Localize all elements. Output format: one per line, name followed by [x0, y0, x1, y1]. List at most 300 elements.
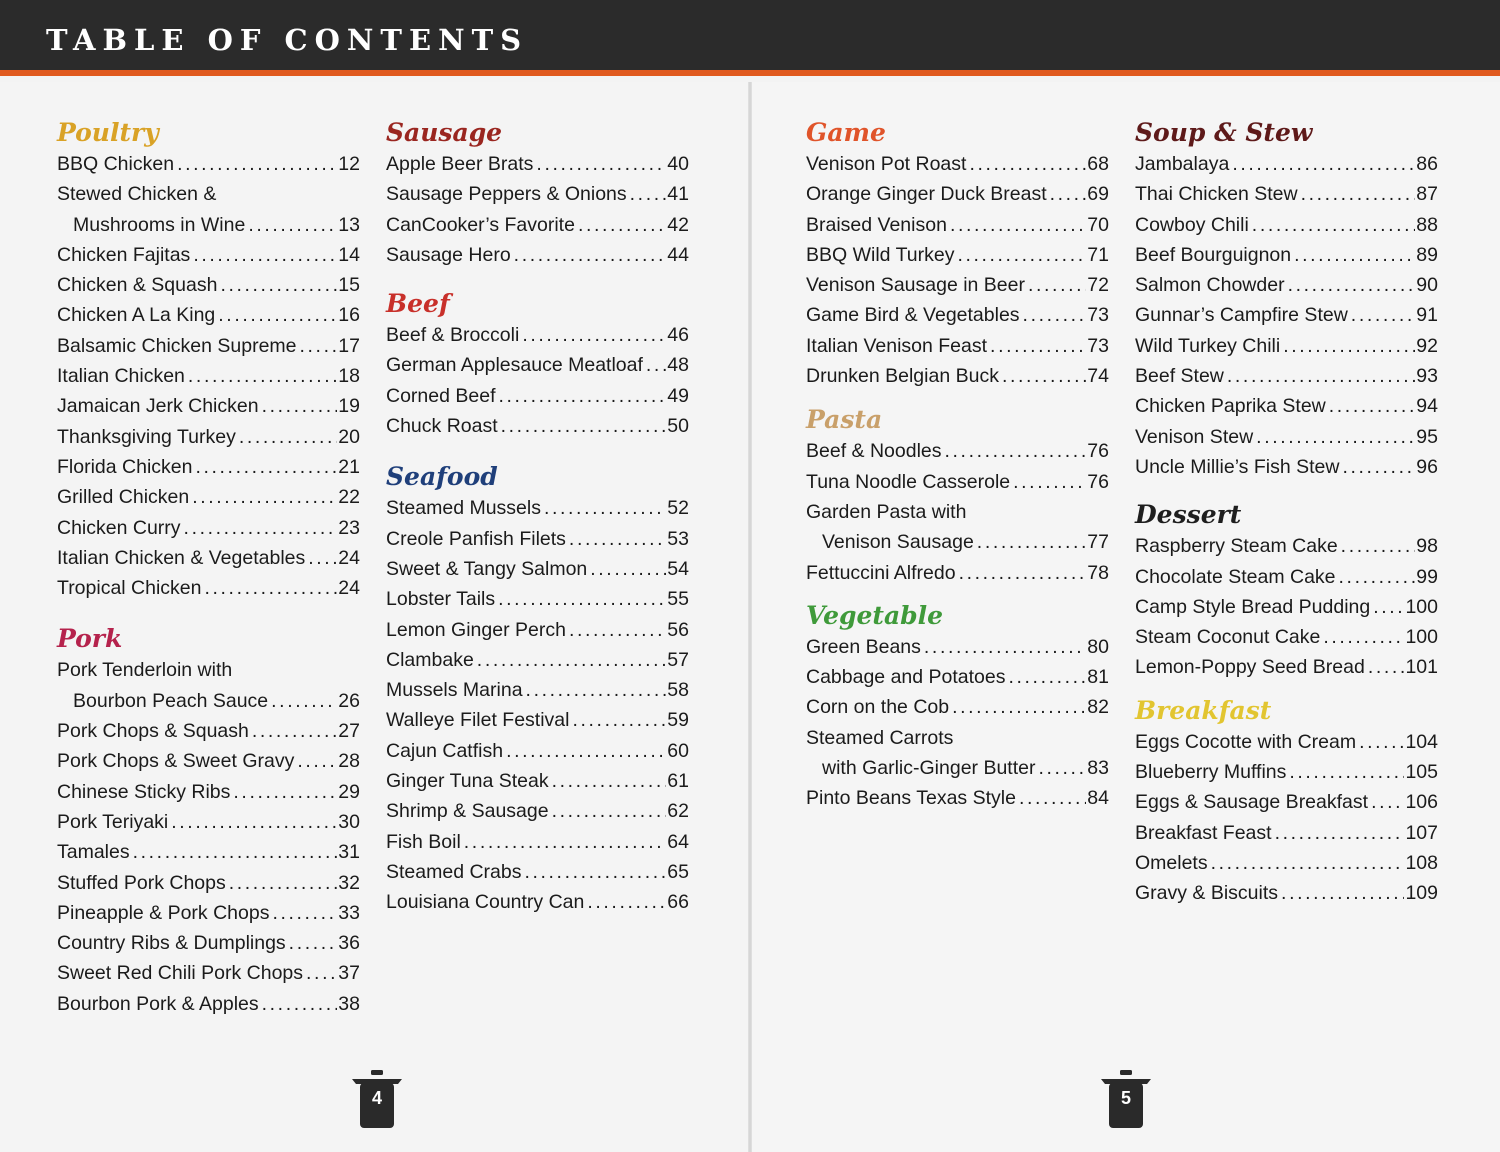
recipe-title: Green Beans	[806, 635, 921, 658]
toc-entry	[57, 543, 360, 573]
toc-section	[806, 600, 1109, 814]
recipe-title: Beef & Broccoli	[386, 324, 520, 347]
dot-leader	[133, 837, 338, 867]
recipe-title: Italian Venison Feast	[806, 334, 988, 357]
recipe-title: Pork Teriyaki	[57, 810, 169, 833]
recipe-title: Sweet & Tangy Salmon	[386, 557, 588, 580]
toc-entry	[57, 837, 360, 867]
recipe-title: Jamaican Jerk Chicken	[57, 395, 259, 418]
page-ref: 46	[667, 324, 689, 347]
toc-entry	[57, 179, 360, 209]
dot-leader	[1002, 361, 1086, 391]
page-ref: 105	[1405, 761, 1438, 784]
recipe-title: Steamed Mussels	[386, 497, 541, 520]
toc-entry	[806, 558, 1109, 588]
toc-entry	[806, 527, 1109, 557]
dot-leader	[289, 928, 338, 958]
toc-entry	[806, 361, 1109, 391]
toc-entry	[386, 736, 689, 766]
page-ref: 31	[338, 841, 360, 864]
header-bar	[0, 0, 1500, 76]
dot-leader	[233, 777, 337, 807]
recipe-title: Ginger Tuna Steak	[386, 770, 549, 793]
recipe-title: Tamales	[57, 841, 130, 864]
toc-entry	[1135, 179, 1438, 209]
dot-leader	[252, 716, 337, 746]
page-ref: 77	[1087, 531, 1109, 554]
toc-entry	[386, 411, 689, 441]
toc-entry	[57, 331, 360, 361]
page-ref: 100	[1405, 626, 1438, 649]
page-ref: 93	[1416, 365, 1438, 388]
recipe-title: Cajun Catfish	[386, 739, 504, 762]
page-ref: 60	[667, 739, 689, 762]
page-ref: 78	[1087, 561, 1109, 584]
toc-entry	[806, 300, 1109, 330]
dot-leader	[630, 179, 667, 209]
recipe-title: Fettuccini Alfredo	[806, 561, 956, 584]
recipe-title: Louisiana Country Can	[386, 891, 585, 914]
recipe-title: BBQ Wild Turkey	[806, 243, 955, 266]
dot-leader	[262, 989, 338, 1019]
toc-section	[1135, 499, 1438, 682]
recipe-title: Chicken Fajitas	[57, 243, 191, 266]
toc-entry	[806, 331, 1109, 361]
toc-section	[386, 288, 689, 441]
page-ref: 58	[667, 679, 689, 702]
page-ref: 15	[338, 274, 360, 297]
toc-entry	[1135, 452, 1438, 482]
recipe-title: Uncle Millie’s Fish Stew	[1135, 455, 1340, 478]
page-ref: 72	[1087, 274, 1109, 297]
page-ref: 18	[338, 365, 360, 388]
dot-leader	[578, 210, 666, 240]
recipe-title: Chicken A La King	[57, 304, 216, 327]
page-ref: 48	[667, 354, 689, 377]
toc-entry	[386, 381, 689, 411]
page-ref: 54	[667, 557, 689, 580]
page-ref: 88	[1416, 213, 1438, 236]
toc-entry	[386, 554, 689, 584]
recipe-title: Salmon Chowder	[1135, 274, 1285, 297]
dot-leader	[464, 827, 667, 857]
recipe-title: Country Ribs & Dumplings	[57, 932, 286, 955]
dot-leader	[239, 422, 337, 452]
recipe-title: Sweet Red Chili Pork Chops	[57, 962, 304, 985]
recipe-title: Cowboy Chili	[1135, 213, 1249, 236]
toc-entry	[806, 436, 1109, 466]
toc-section	[386, 117, 689, 270]
section-heading: Pork	[57, 624, 123, 654]
page-ref: 94	[1416, 395, 1438, 418]
toc-section	[57, 623, 360, 1019]
recipe-title: Florida Chicken	[57, 455, 193, 478]
page-number-text: 5	[1120, 1088, 1131, 1108]
dot-leader	[945, 436, 1087, 466]
page-ref: 14	[338, 243, 360, 266]
dot-leader	[271, 686, 337, 716]
dot-leader	[218, 300, 337, 330]
toc-entry	[806, 753, 1109, 783]
dot-leader	[1252, 210, 1416, 240]
toc-entry	[57, 240, 360, 270]
recipe-title: Beef Stew	[1135, 365, 1224, 388]
page-ref: 69	[1087, 183, 1109, 206]
recipe-title: Lemon Ginger Perch	[386, 618, 566, 641]
dot-leader	[524, 857, 666, 887]
page-ref: 71	[1087, 243, 1109, 266]
dot-leader	[1341, 531, 1416, 561]
page-ref: 70	[1087, 213, 1109, 236]
toc-entry	[806, 149, 1109, 179]
toc-entry	[806, 240, 1109, 270]
recipe-title: Tuna Noodle Casserole	[806, 470, 1011, 493]
dot-leader	[205, 573, 338, 603]
page-ref: 44	[667, 243, 689, 266]
dot-leader	[1329, 391, 1416, 421]
recipe-title: Mussels Marina	[386, 679, 523, 702]
page-ref: 91	[1416, 304, 1438, 327]
page-number-right	[1099, 1070, 1153, 1130]
dot-leader	[1368, 652, 1405, 682]
toc-entry	[806, 467, 1109, 497]
toc-entry	[1135, 878, 1438, 908]
recipe-title: German Applesauce Meatloaf	[386, 354, 643, 377]
page-ref: 68	[1087, 153, 1109, 175]
toc-entry	[57, 149, 360, 179]
dot-leader	[262, 391, 338, 421]
dot-leader	[193, 240, 337, 270]
toc-entry	[1135, 622, 1438, 652]
toc-section	[806, 117, 1109, 391]
toc-entry	[386, 887, 689, 917]
recipe-title: Game Bird & Vegetables	[806, 304, 1020, 327]
page-ref: 32	[338, 871, 360, 894]
recipe-title: Lemon-Poppy Seed Bread	[1135, 656, 1365, 679]
recipe-title: Wild Turkey Chili	[1135, 334, 1281, 357]
recipe-title: Venison Pot Roast	[806, 153, 967, 175]
dot-leader	[1283, 331, 1415, 361]
recipe-title: Garden Pasta with	[806, 500, 967, 523]
toc-entry	[806, 783, 1109, 813]
toc-section	[1135, 695, 1438, 909]
recipe-title: Thai Chicken Stew	[1135, 183, 1298, 206]
page-ref: 80	[1087, 635, 1109, 658]
recipe-title: Shrimp & Sausage	[386, 800, 549, 823]
recipe-title: Chuck Roast	[386, 415, 498, 438]
toc-entry	[57, 482, 360, 512]
dot-leader	[587, 887, 666, 917]
section-heading: Poultry	[57, 118, 159, 147]
dot-leader	[1019, 783, 1086, 813]
page-ref: 73	[1087, 334, 1109, 357]
page-ref: 84	[1087, 787, 1109, 810]
dot-leader	[195, 452, 337, 482]
recipe-title: Fish Boil	[386, 830, 461, 853]
toc-entry	[1135, 531, 1438, 561]
dot-leader	[506, 736, 666, 766]
toc-entry	[1135, 331, 1438, 361]
page-ref: 99	[1416, 565, 1438, 588]
toc-entry	[1135, 361, 1438, 391]
page-ref: 89	[1416, 243, 1438, 266]
page-ref: 37	[338, 962, 360, 985]
toc-entry	[386, 675, 689, 705]
page-ref: 87	[1416, 183, 1438, 206]
page-ref: 108	[1405, 851, 1438, 874]
dot-leader	[1371, 787, 1404, 817]
recipe-title: Eggs & Sausage Breakfast	[1135, 791, 1369, 814]
page-ref: 66	[667, 891, 689, 914]
toc-entry	[386, 210, 689, 240]
toc-entry	[57, 655, 360, 685]
toc-column-4	[1135, 117, 1438, 909]
toc-entry	[386, 240, 689, 270]
recipe-title: Steamed Carrots	[806, 726, 954, 749]
dot-leader	[306, 958, 337, 988]
section-heading: Pasta	[806, 405, 883, 435]
page-ref: 74	[1087, 365, 1109, 388]
toc-column-3	[806, 117, 1109, 814]
recipe-title: Gravy & Biscuits	[1135, 882, 1279, 905]
toc-entry	[1135, 391, 1438, 421]
dot-leader	[1359, 727, 1404, 757]
toc-column-1	[57, 117, 360, 1019]
recipe-title: Camp Style Bread Pudding	[1135, 595, 1371, 618]
dot-leader	[957, 240, 1086, 270]
page-ref: 13	[338, 213, 360, 236]
dot-leader	[171, 807, 337, 837]
dot-leader	[536, 149, 666, 179]
dot-leader	[1256, 422, 1415, 452]
toc-entry	[1135, 592, 1438, 622]
recipe-title: Bourbon Peach Sauce	[73, 689, 269, 712]
recipe-title: Walleye Filet Festival	[386, 709, 570, 732]
recipe-title: Creole Panfish Filets	[386, 527, 566, 550]
page-ref: 42	[667, 213, 689, 236]
dot-leader	[272, 898, 337, 928]
toc-entry	[386, 493, 689, 523]
recipe-title: Apple Beer Brats	[386, 153, 534, 175]
page-ref: 50	[667, 415, 689, 438]
dot-leader	[1373, 592, 1404, 622]
toc-entry	[386, 149, 689, 179]
toc-entry	[57, 958, 360, 988]
dot-leader	[308, 543, 337, 573]
toc-entry	[386, 615, 689, 645]
section-heading: Vegetable	[806, 600, 944, 630]
page-ref: 98	[1416, 535, 1438, 558]
recipe-title: Chicken & Squash	[57, 274, 218, 297]
dot-leader	[569, 524, 666, 554]
toc-entry	[806, 270, 1109, 300]
toc-entry	[386, 705, 689, 735]
page-number-left	[350, 1070, 404, 1130]
page-ref: 100	[1405, 595, 1438, 618]
dot-leader	[501, 411, 667, 441]
page-ref: 57	[667, 648, 689, 671]
toc-entry	[57, 746, 360, 776]
toc-entry	[386, 766, 689, 796]
dot-leader	[498, 584, 666, 614]
dot-leader	[248, 210, 337, 240]
page-ref: 106	[1405, 791, 1438, 814]
recipe-title: Venison Stew	[1135, 425, 1254, 448]
page-ref: 52	[667, 497, 689, 520]
dot-leader	[229, 868, 338, 898]
toc-entry	[386, 857, 689, 887]
page-ref: 24	[338, 577, 360, 600]
page-ref: 36	[338, 932, 360, 955]
recipe-title: Corn on the Cob	[806, 696, 950, 719]
dot-leader	[959, 558, 1087, 588]
recipe-title: Mushrooms in Wine	[73, 213, 246, 236]
recipe-title: Orange Ginger Duck Breast	[806, 183, 1047, 206]
page-ref: 107	[1405, 821, 1438, 844]
dot-leader	[590, 554, 666, 584]
page-ref: 30	[338, 810, 360, 833]
page-ref: 64	[667, 830, 689, 853]
page-ref: 62	[667, 800, 689, 823]
toc-entry	[806, 179, 1109, 209]
dot-leader	[1289, 757, 1404, 787]
dot-leader	[514, 240, 667, 270]
toc-section	[386, 461, 689, 917]
recipe-title: Chicken Paprika Stew	[1135, 395, 1326, 418]
page-number-text: 4	[371, 1088, 382, 1108]
recipe-title: Steam Coconut Cake	[1135, 626, 1321, 649]
page-ref: 23	[338, 516, 360, 539]
toc-entry	[1135, 652, 1438, 682]
dot-leader	[1294, 240, 1415, 270]
page-ref: 33	[338, 901, 360, 924]
recipe-title: Chicken Curry	[57, 516, 181, 539]
recipe-title: CanCooker’s Favorite	[386, 213, 575, 236]
dot-leader	[1227, 361, 1415, 391]
page-ref: 49	[667, 384, 689, 407]
toc-entry	[57, 422, 360, 452]
toc-entry	[57, 573, 360, 603]
page-ref: 109	[1405, 882, 1438, 905]
recipe-title: Gunnar’s Campfire Stew	[1135, 304, 1348, 327]
page-ref: 29	[338, 780, 360, 803]
toc-entry	[1135, 727, 1438, 757]
page-ref: 104	[1405, 730, 1438, 753]
recipe-title: Cabbage and Potatoes	[806, 666, 1006, 689]
dot-leader	[552, 796, 667, 826]
toc-entry	[806, 497, 1109, 527]
section-heading: Dessert	[1135, 500, 1242, 530]
recipe-title: with Garlic-Ginger Butter	[822, 757, 1036, 780]
page-ref: 16	[338, 304, 360, 327]
dot-leader	[1023, 300, 1087, 330]
dot-leader	[1013, 467, 1086, 497]
dot-leader	[1275, 818, 1405, 848]
dot-leader	[1038, 753, 1086, 783]
dot-leader	[1351, 300, 1416, 330]
toc-entry	[57, 300, 360, 330]
toc-entry	[1135, 240, 1438, 270]
toc-entry	[386, 350, 689, 380]
dot-leader	[552, 766, 667, 796]
dot-leader	[990, 331, 1086, 361]
dot-leader	[184, 513, 338, 543]
dot-leader	[1232, 149, 1415, 179]
recipe-title: Pork Tenderloin with	[57, 659, 233, 682]
toc-entry	[57, 686, 360, 716]
toc-section	[1135, 117, 1438, 482]
toc-entry	[57, 716, 360, 746]
toc-entry	[386, 584, 689, 614]
recipe-title: Sausage Hero	[386, 243, 511, 266]
toc-entry	[1135, 848, 1438, 878]
dot-leader	[1342, 452, 1415, 482]
page-ref: 82	[1087, 696, 1109, 719]
page-ref: 56	[667, 618, 689, 641]
toc-entry	[1135, 300, 1438, 330]
page-ref: 86	[1416, 153, 1438, 175]
dot-leader	[297, 746, 337, 776]
toc-entry	[386, 320, 689, 350]
dot-leader	[477, 645, 667, 675]
recipe-title: Grilled Chicken	[57, 486, 190, 509]
toc-entry	[386, 796, 689, 826]
recipe-title: Thanksgiving Turkey	[57, 425, 236, 448]
page-ref: 73	[1087, 304, 1109, 327]
page-ref: 81	[1087, 666, 1109, 689]
dot-leader	[192, 482, 337, 512]
dot-leader	[177, 149, 337, 179]
recipe-title: Pork Chops & Squash	[57, 720, 249, 743]
section-heading: Sausage	[386, 118, 503, 147]
dot-leader	[952, 692, 1086, 722]
toc-entry	[1135, 270, 1438, 300]
dot-leader	[188, 361, 337, 391]
toc-entry	[57, 777, 360, 807]
page-ref: 101	[1405, 656, 1438, 679]
toc-entry	[57, 270, 360, 300]
recipe-title: Eggs Cocotte with Cream	[1135, 730, 1357, 753]
page-ref: 22	[338, 486, 360, 509]
toc-entry	[57, 928, 360, 958]
recipe-title: Jambalaya	[1135, 153, 1230, 175]
toc-entry	[386, 827, 689, 857]
toc-entry	[1135, 562, 1438, 592]
recipe-title: Sausage Peppers & Onions	[386, 183, 627, 206]
toc-entry	[57, 391, 360, 421]
dot-leader	[1301, 179, 1416, 209]
toc-section	[806, 404, 1109, 587]
recipe-title: Beef & Noodles	[806, 440, 942, 463]
dot-leader	[1009, 662, 1087, 692]
page-ref: 76	[1087, 470, 1109, 493]
dot-leader	[544, 493, 666, 523]
page-ref: 53	[667, 527, 689, 550]
toc-entry	[57, 452, 360, 482]
recipe-title: Lobster Tails	[386, 588, 496, 611]
toc-entry	[1135, 787, 1438, 817]
recipe-title: Bourbon Pork & Apples	[57, 992, 259, 1015]
dot-leader	[1288, 270, 1416, 300]
dot-leader	[1211, 848, 1405, 878]
recipe-title: Blueberry Muffins	[1135, 761, 1287, 784]
toc-section	[57, 117, 360, 603]
toc-entry	[57, 513, 360, 543]
dot-leader	[950, 210, 1086, 240]
dot-leader	[1028, 270, 1086, 300]
page-ref: 95	[1416, 425, 1438, 448]
recipe-title: Corned Beef	[386, 384, 496, 407]
